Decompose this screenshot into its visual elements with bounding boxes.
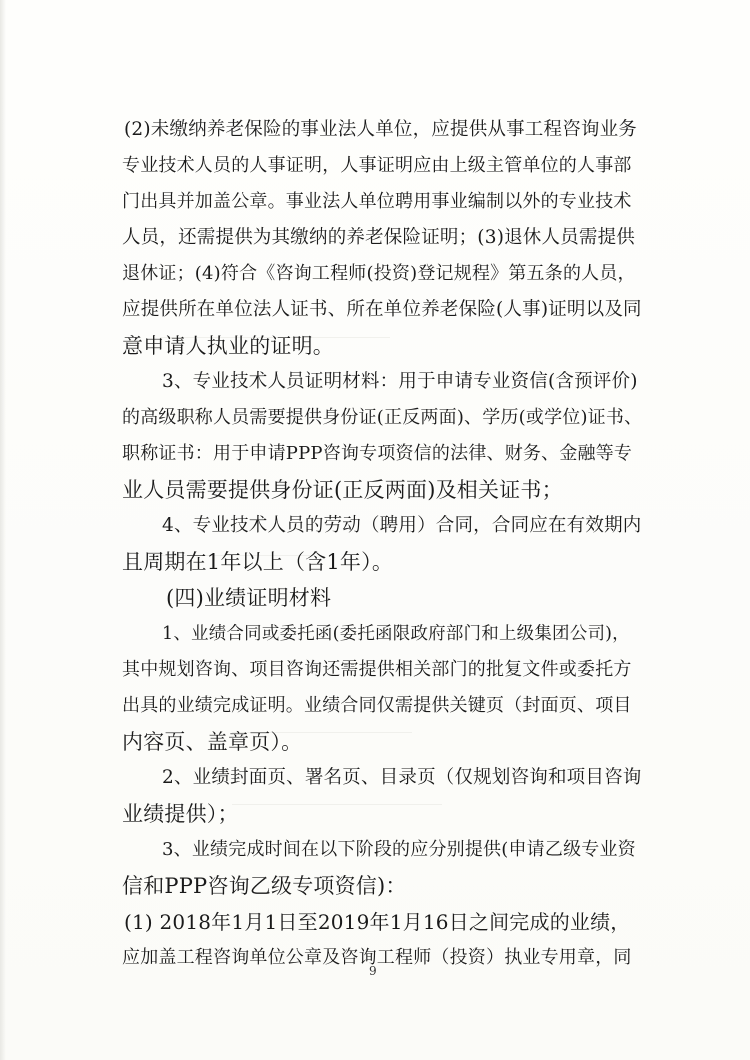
- text-line: 3、专业技术人员证明材料：用于申请专业资信(含预评价): [162, 371, 638, 392]
- text-line: 专业技术人员的人事证明，人事证明应由上级主管单位的人事部: [122, 155, 632, 176]
- text-line: 信和PPP咨询乙级专项资信)：: [122, 874, 407, 898]
- text-line: 业绩提供）；: [122, 802, 239, 826]
- text-line: 且周期在1年以上（含1年）。: [122, 550, 394, 574]
- text-line: 4、专业技术人员的劳动（聘用）合同，合同应在有效期内: [162, 515, 642, 536]
- text-line: 3、业绩完成时间在以下阶段的应分别提供(申请乙级专业资: [162, 839, 636, 860]
- bleed-through-mark: [232, 804, 442, 805]
- page-number: 9: [369, 964, 377, 978]
- text-line: 业人员需要提供身份证(正反两面)及相关证书；: [122, 478, 563, 502]
- text-line: 应提供所在单位法人证书、所在单位养老保险(人事)证明以及同: [122, 299, 642, 320]
- scan-edge: [0, 0, 6, 1060]
- text-line: 应加盖工程咨询单位公章及咨询工程师（投资）执业专用章，同: [122, 947, 632, 968]
- text-line: 退休证；(4)符合《咨询工程师(投资)登记规程》第五条的人员，: [122, 263, 636, 284]
- text-line: 的高级职称人员需要提供身份证(正反两面)、学历(或学位)证书、: [122, 407, 643, 428]
- text-line: 1、业绩合同或委托函(委托函限政府部门和上级集团公司)，: [162, 624, 630, 644]
- text-line: 2、业绩封面页、署名页、目录页（仅规划咨询和项目咨询: [162, 767, 642, 788]
- text-line: 意申请人执业的证明。: [122, 334, 334, 358]
- text-line: 职称证书：用于申请PPP咨询专项资信的法律、财务、金融等专: [122, 443, 633, 464]
- text-line: 其中规划咨询、项目咨询还需提供相关部门的批复文件或委托方: [122, 659, 632, 680]
- text-line: (1) 2018年1月1日至2019年1月16日之间完成的业绩，: [124, 910, 631, 934]
- text-line: (2)未缴纳养老保险的事业法人单位，应提供从事工程咨询业务: [124, 119, 638, 140]
- text-line: 出具的业绩完成证明。业绩合同仅需提供关键页（封面页、项目: [122, 695, 632, 716]
- text-line: 内容页、盖章页）。: [122, 730, 303, 754]
- section-heading: (四)业绩证明材料: [166, 586, 332, 610]
- text-line: 人员，还需提供为其缴纳的养老保险证明；(3)退休人员需提供: [122, 227, 636, 248]
- text-line: 门出具并加盖公章。事业法人单位聘用事业编制以外的专业技术: [122, 191, 632, 212]
